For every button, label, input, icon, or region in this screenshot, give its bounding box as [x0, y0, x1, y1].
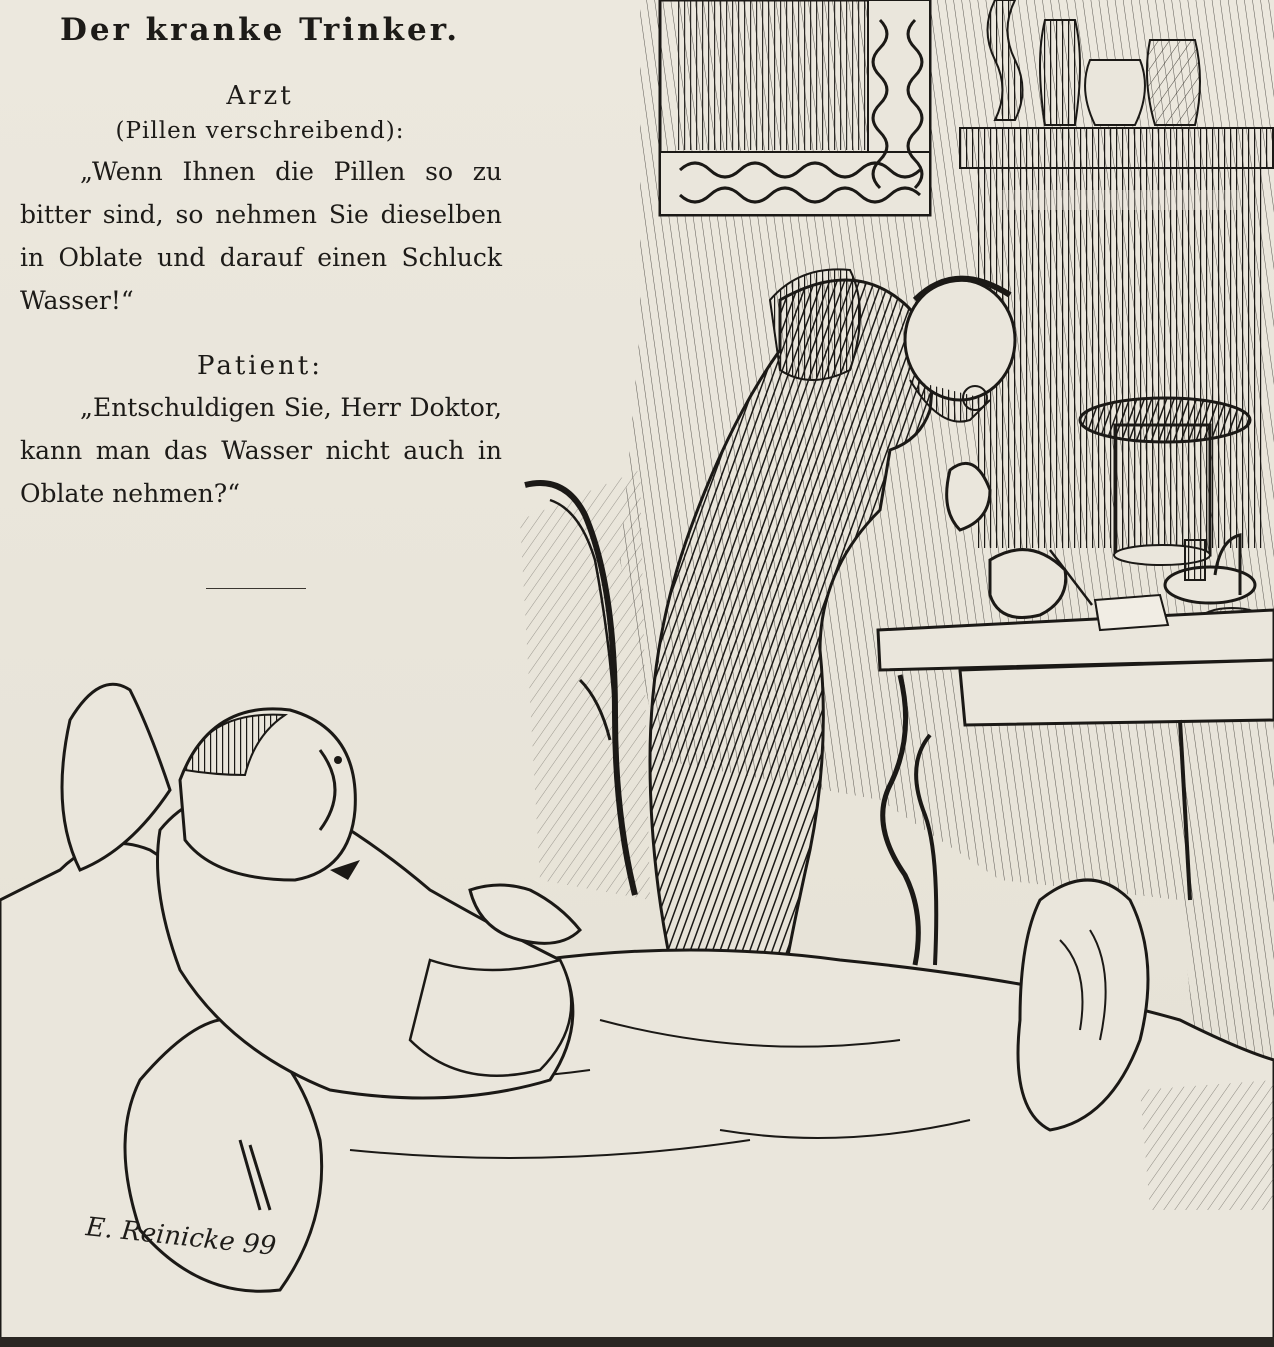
doctor-label: Arzt [226, 81, 294, 111]
doctor-speech: „Wenn Ihnen die Pillen so zu bitter sind, so nehmen Sie dieselben in Oblate und darauf einen Schluck Wasser!“ [20, 157, 502, 315]
patient-label: Patient: [197, 351, 323, 381]
page-bottom-edge [0, 1337, 1274, 1347]
picture-frame [660, 0, 930, 215]
artist-signature: E. Reinicke 99 [84, 1212, 278, 1262]
cartoon-title: Der kranke Trinker. [59, 12, 461, 48]
doctor-stage-direction: (Pillen verschreibend): [115, 118, 405, 144]
patient-speech: „Entschuldigen Sie, Herr Doktor, kann man das Wasser nicht auch in Oblate nehmen?“ [20, 393, 502, 508]
